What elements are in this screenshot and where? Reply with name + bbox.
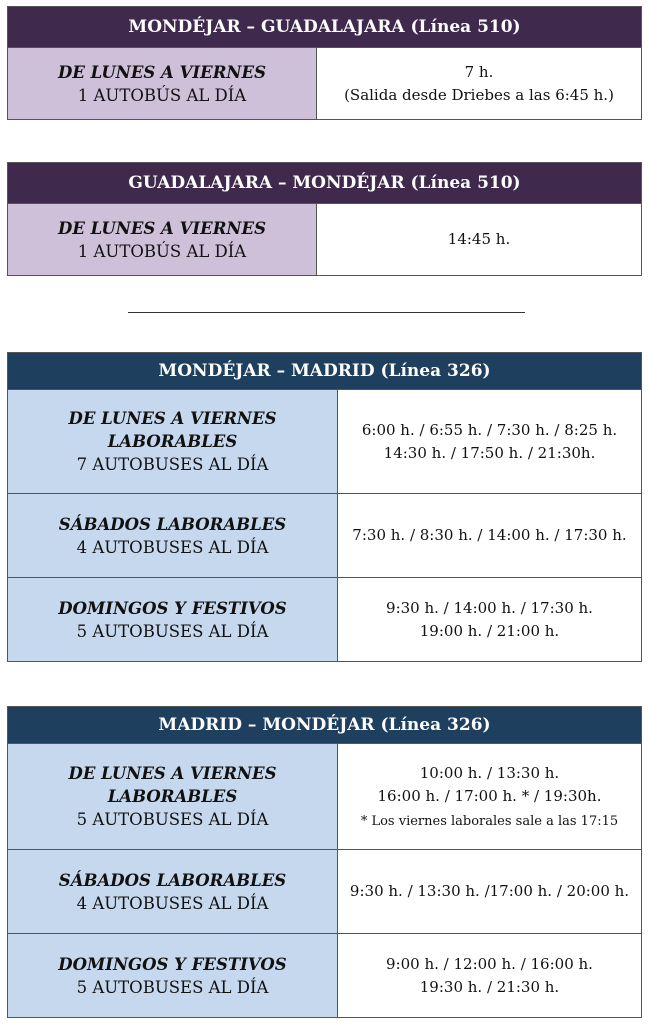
row-label	[8, 578, 338, 662]
table-row	[8, 578, 642, 662]
row-label	[8, 390, 338, 494]
table-title: MADRID – MONDÉJAR (Línea 326)	[8, 707, 642, 744]
row-days: DOMINGOS Y FESTIVOS	[58, 598, 287, 618]
row-count: 5 AUTOBUSES AL DÍA	[76, 621, 269, 641]
time-line: 6:00 h. / 6:55 h. / 7:30 h. / 8:25 h.	[361, 420, 618, 439]
row-count: 4 AUTOBUSES AL DÍA	[76, 537, 269, 557]
row-times	[338, 578, 642, 662]
row-label	[8, 850, 338, 934]
row-label	[8, 494, 338, 578]
time-note: * Los viernes laborales sale a las 17:15	[360, 813, 619, 829]
time-line: 14:45 h.	[447, 230, 511, 248]
section-divider	[128, 312, 525, 313]
table-title: GUADALAJARA – MONDÉJAR (Línea 510)	[8, 163, 642, 204]
time-line: 9:30 h. / 14:00 h. / 17:30 h.	[386, 598, 593, 617]
row-count: 5 AUTOBUSES AL DÍA	[76, 977, 269, 997]
time-line: 19:00 h. / 21:00 h.	[419, 621, 560, 640]
row-times	[338, 934, 642, 1018]
time-line: 14:30 h. / 17:50 h. / 21:30h.	[383, 443, 596, 462]
time-line: 7:30 h. / 8:30 h. / 14:00 h. / 17:30 h.	[352, 526, 627, 544]
table-title: MONDÉJAR – GUADALAJARA (Línea 510)	[8, 7, 642, 48]
table-title: MONDÉJAR – MADRID (Línea 326)	[8, 353, 642, 390]
row-days: DOMINGOS Y FESTIVOS	[58, 954, 287, 974]
time-line: 19:30 h. / 21:30 h.	[419, 977, 560, 996]
row-days: DE LUNES A VIERNES LABORABLES	[68, 764, 277, 806]
row-count: 4 AUTOBUSES AL DÍA	[76, 893, 269, 913]
time-line: 7 h.	[464, 62, 494, 81]
row-times	[317, 204, 642, 276]
time-line: 9:30 h. / 13:30 h. /17:00 h. / 20:00 h.	[349, 882, 630, 900]
row-days: SÁBADOS LABORABLES	[58, 514, 287, 534]
row-label	[8, 744, 338, 850]
row-count: 7 AUTOBUSES AL DÍA	[76, 455, 269, 474]
row-times	[338, 390, 642, 494]
schedule-table-mondejar-madrid	[7, 352, 642, 662]
row-label	[8, 48, 317, 120]
row-label	[8, 204, 317, 276]
table-row	[8, 850, 642, 934]
table-row	[8, 744, 642, 850]
row-times	[338, 850, 642, 934]
row-days: DE LUNES A VIERNES	[58, 218, 266, 238]
time-line: 10:00 h. / 13:30 h.	[419, 763, 560, 782]
schedule-table-mondejar-guadalajara	[7, 6, 642, 120]
time-line: 16:00 h. / 17:00 h. * / 19:30h.	[377, 786, 602, 805]
time-line: 9:00 h. / 12:00 h. / 16:00 h.	[386, 954, 593, 973]
table-row	[8, 204, 642, 276]
row-times	[338, 494, 642, 578]
row-days: DE LUNES A VIERNES LABORABLES	[68, 409, 277, 451]
time-line: (Salida desde Driebes a las 6:45 h.)	[344, 85, 614, 104]
row-count: 1 AUTOBÚS AL DÍA	[77, 241, 247, 261]
table-row	[8, 390, 642, 494]
schedule-table-madrid-mondejar	[7, 706, 642, 1018]
row-count: 1 AUTOBÚS AL DÍA	[77, 85, 247, 105]
row-days: SÁBADOS LABORABLES	[58, 870, 287, 890]
table-row	[8, 494, 642, 578]
row-days: DE LUNES A VIERNES	[58, 62, 266, 82]
row-times	[317, 48, 642, 120]
schedule-table-guadalajara-mondejar	[7, 162, 642, 276]
table-row	[8, 934, 642, 1018]
table-row	[8, 48, 642, 120]
row-count: 5 AUTOBUSES AL DÍA	[76, 810, 269, 829]
row-label	[8, 934, 338, 1018]
row-times	[338, 744, 642, 850]
